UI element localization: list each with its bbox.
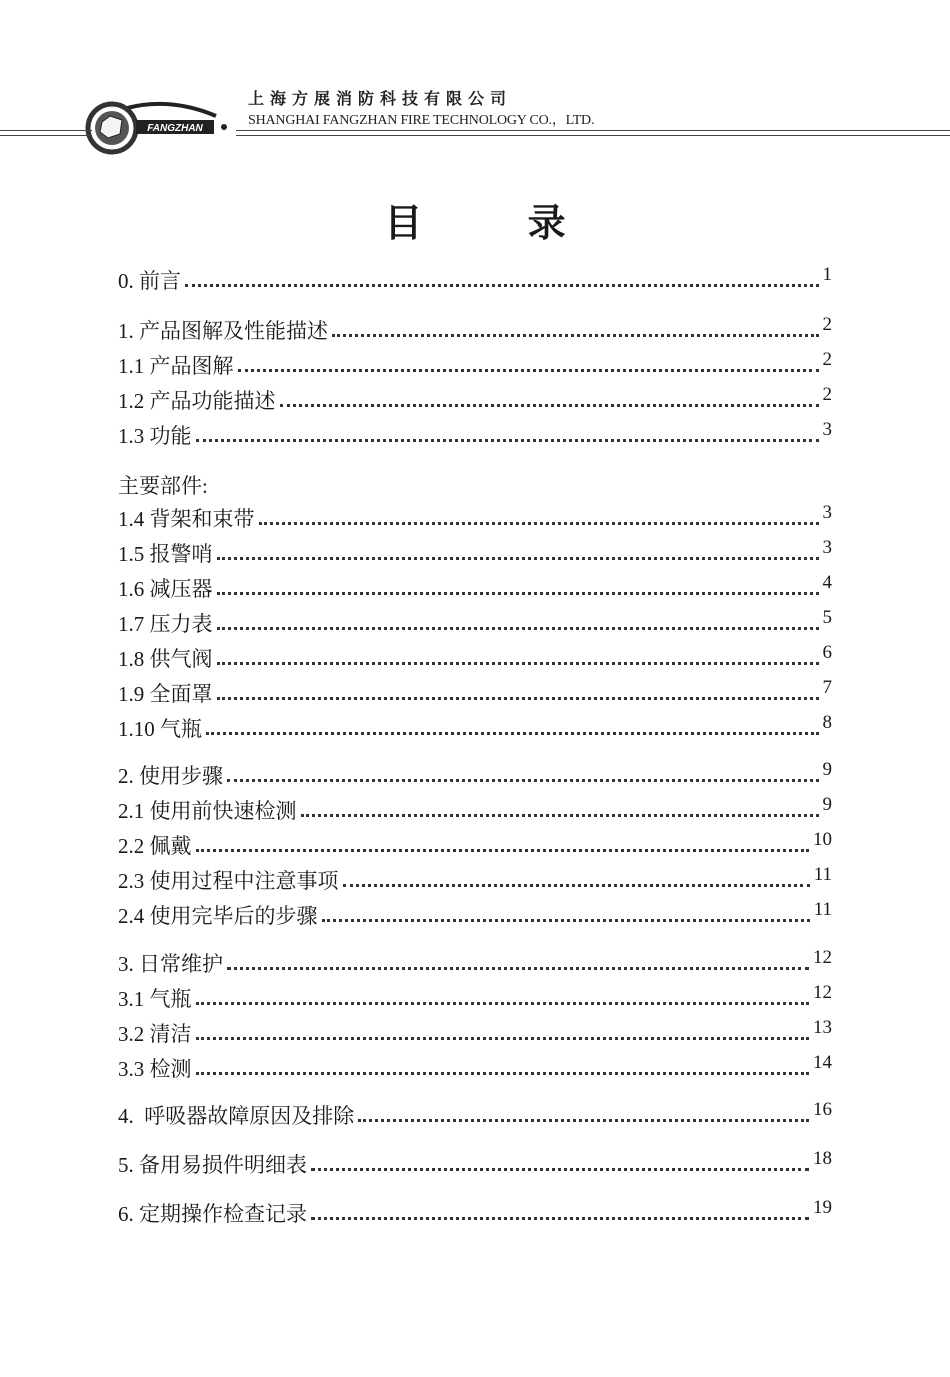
toc-entry-page-number: 8	[822, 712, 832, 733]
toc-leader-dots	[196, 1037, 810, 1040]
toc-entry	[118, 316, 832, 346]
toc-entry	[118, 504, 832, 534]
toc-leader-dots	[322, 919, 810, 922]
toc-entry-title: 2.3 使用过程中注意事项	[118, 869, 339, 893]
toc-entry	[118, 796, 832, 826]
toc-entry	[118, 984, 832, 1014]
toc-entry-page-number: 2	[822, 349, 832, 370]
toc-leader-dots	[311, 1217, 809, 1220]
section-label-main-parts: 主要部件:	[118, 474, 208, 498]
toc-entry-page-number: 2	[822, 384, 832, 405]
page-header	[0, 0, 950, 160]
toc-entry-page-number: 12	[813, 947, 832, 968]
toc-leader-dots	[227, 967, 809, 970]
toc-leader-dots	[343, 884, 810, 887]
toc-entry	[118, 539, 832, 569]
toc-entry-page-number: 9	[822, 759, 832, 780]
toc-leader-dots	[332, 334, 819, 337]
toc-entry-page-number: 16	[813, 1099, 832, 1120]
toc-entry	[118, 831, 832, 861]
toc-entry	[118, 421, 832, 451]
toc-entry-page-number: 11	[813, 864, 832, 885]
toc-entry-page-number: 2	[822, 314, 832, 335]
toc-leader-dots	[238, 369, 819, 372]
page-title: 目 录	[384, 201, 612, 245]
toc-entry-title: 0. 前言	[118, 269, 181, 293]
toc-entry	[118, 609, 832, 639]
toc-entry	[118, 1101, 832, 1131]
toc-entry-page-number: 12	[813, 982, 832, 1003]
toc-leader-dots	[301, 814, 819, 817]
toc-entry	[118, 679, 832, 709]
toc-entry-title: 3.1 气瓶	[118, 987, 192, 1011]
toc-entry-page-number: 1	[822, 264, 832, 285]
toc-entry-title: 2.1 使用前快速检测	[118, 799, 297, 823]
logo-text: FANGZHAN	[147, 123, 203, 134]
toc-entry-page-number: 5	[822, 607, 832, 628]
company-name-english: SHANGHAI FANGZHAN FIRE TECHNOLOGY CO.，LTD.	[248, 113, 595, 128]
toc-entry-page-number: 3	[822, 419, 832, 440]
toc-entry	[118, 1199, 832, 1229]
toc-leader-dots	[196, 1002, 810, 1005]
toc-entry-page-number: 3	[822, 502, 832, 523]
toc-entry-page-number: 3	[822, 537, 832, 558]
toc-leader-dots	[217, 557, 819, 560]
toc-entry	[118, 901, 832, 931]
toc-entry-page-number: 19	[813, 1197, 832, 1218]
header-rule-left-upper	[0, 130, 92, 131]
toc-entry-title: 4. 呼吸器故障原因及排除	[118, 1104, 355, 1128]
header-rule-right-lower	[236, 135, 950, 136]
toc-entry-title: 6. 定期操作检查记录	[118, 1202, 307, 1226]
toc-entry-page-number: 7	[822, 677, 832, 698]
toc-entry-page-number: 14	[813, 1052, 832, 1073]
toc-entry-title: 1.6 减压器	[118, 577, 213, 601]
toc-entry-title: 2.2 佩戴	[118, 834, 192, 858]
toc-leader-dots	[196, 439, 819, 442]
header-rule-left-lower	[0, 135, 92, 136]
company-name-chinese: 上海方展消防科技有限公司	[248, 89, 513, 108]
toc-entry-page-number: 13	[813, 1017, 832, 1038]
toc-entry-title: 1.7 压力表	[118, 612, 213, 636]
toc-leader-dots	[217, 697, 819, 700]
toc-entry	[118, 1150, 832, 1180]
toc-entry-title: 2.4 使用完毕后的步骤	[118, 904, 318, 928]
toc-entry	[118, 866, 832, 896]
toc-entry-page-number: 6	[822, 642, 832, 663]
toc-entry-title: 1.2 产品功能描述	[118, 389, 276, 413]
toc-entry	[118, 949, 832, 979]
toc-leader-dots	[217, 662, 819, 665]
toc-leader-dots	[185, 284, 819, 287]
header-rule-right-upper	[236, 130, 950, 131]
toc-leader-dots	[196, 1072, 810, 1075]
toc-entry-page-number: 4	[822, 572, 832, 593]
toc-entry-title: 1.9 全面罩	[118, 682, 213, 706]
toc-leader-dots	[206, 732, 819, 735]
toc-entry-title: 2. 使用步骤	[118, 764, 223, 788]
toc-entry-title: 5. 备用易损件明细表	[118, 1153, 307, 1177]
toc-entry-title: 3.3 检测	[118, 1057, 192, 1081]
toc-entry	[118, 644, 832, 674]
toc-leader-dots	[217, 592, 819, 595]
toc-entry	[118, 1054, 832, 1084]
toc-entry-page-number: 11	[813, 899, 832, 920]
toc-entry-title: 1.10 气瓶	[118, 717, 202, 741]
toc-entry-title: 3.2 清洁	[118, 1022, 192, 1046]
toc-entry	[118, 266, 832, 296]
toc-leader-dots	[227, 779, 819, 782]
toc-entry	[118, 351, 832, 381]
toc-entry-title: 1. 产品图解及性能描述	[118, 319, 328, 343]
toc-entry	[118, 761, 832, 791]
toc-entry-title: 3. 日常维护	[118, 952, 223, 976]
toc-entry-title: 1.5 报警哨	[118, 542, 213, 566]
toc-entry	[118, 1019, 832, 1049]
toc-leader-dots	[259, 522, 819, 525]
toc-leader-dots	[311, 1168, 809, 1171]
toc-entry-title: 1.8 供气阀	[118, 647, 213, 671]
toc-entry-page-number: 9	[822, 794, 832, 815]
toc-entry	[118, 386, 832, 416]
toc-entry	[118, 714, 832, 744]
toc-entry-title: 1.4 背架和束带	[118, 507, 255, 531]
toc-entry-page-number: 10	[813, 829, 832, 850]
toc-leader-dots	[358, 1119, 809, 1122]
toc-leader-dots	[196, 849, 810, 852]
company-logo	[84, 96, 234, 158]
toc-entry-title: 1.1 产品图解	[118, 354, 234, 378]
toc-entry-title: 1.3 功能	[118, 424, 192, 448]
toc-leader-dots	[280, 404, 819, 407]
toc-entry	[118, 574, 832, 604]
toc-entry-page-number: 18	[813, 1148, 832, 1169]
toc-leader-dots	[217, 627, 819, 630]
